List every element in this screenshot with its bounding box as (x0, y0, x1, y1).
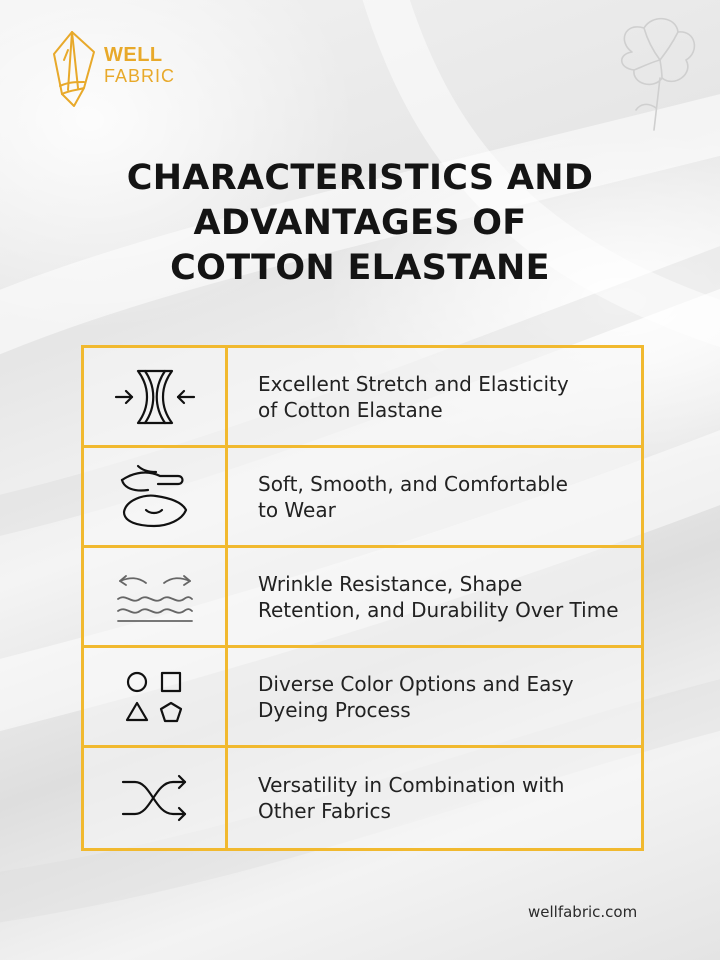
text-cell (258, 348, 569, 445)
title-line-3: COTTON ELASTANE (170, 248, 550, 288)
table-row-wrinkle (84, 548, 641, 648)
text-cell (258, 648, 574, 745)
row-text (258, 772, 564, 824)
brand-logo[interactable] (48, 30, 188, 110)
row-text-line2: Other Fabrics (258, 799, 391, 823)
text-cell (258, 548, 619, 645)
stretch-icon (112, 365, 198, 429)
icon-cell (84, 648, 228, 745)
icon-cell (84, 348, 228, 445)
row-text-line1: Excellent Stretch and Elasticity (258, 371, 569, 396)
website-link[interactable]: wellfabric.com (528, 903, 638, 921)
row-text-line1: Versatility in Combination with (258, 773, 565, 797)
wrinkle-resistance-icon (112, 567, 198, 627)
page-title (0, 156, 720, 291)
table-row-soft (84, 448, 641, 548)
icon-cell (84, 748, 228, 848)
row-text-line2: Retention, and Durability Over Time (258, 597, 619, 622)
text-cell (258, 448, 568, 545)
row-text (258, 571, 619, 623)
row-text (258, 371, 569, 423)
row-text-line1: Wrinkle Resistance, Shape (258, 571, 523, 596)
row-text-line2: of Cotton Elastane (258, 397, 443, 422)
row-text (258, 471, 568, 523)
text-cell (258, 748, 564, 848)
cotton-flower-icon (604, 12, 704, 132)
shuffle-icon (117, 768, 193, 828)
characteristics-table (81, 345, 644, 851)
brand-name-line2: FABRIC (104, 66, 176, 86)
row-text-line1: Soft, Smooth, and Comfortable (258, 471, 568, 496)
fabric-swatch-logo-icon (48, 30, 104, 110)
table-row-versatility (84, 748, 641, 848)
title-line-1: CHARACTERISTICS AND (126, 158, 594, 198)
row-text-line2: Dyeing Process (258, 697, 411, 722)
row-text (258, 671, 574, 723)
soft-touch-icon (112, 462, 198, 532)
shapes-icon (120, 667, 190, 727)
icon-cell (84, 548, 228, 645)
row-text-line1: Diverse Color Options and Easy (258, 671, 574, 696)
table-row-stretch (84, 348, 641, 448)
row-text-line2: to Wear (258, 497, 336, 522)
table-row-color (84, 648, 641, 748)
brand-name-line1: WELL (104, 44, 163, 66)
title-line-2: ADVANTAGES OF (193, 203, 527, 243)
icon-cell (84, 448, 228, 545)
